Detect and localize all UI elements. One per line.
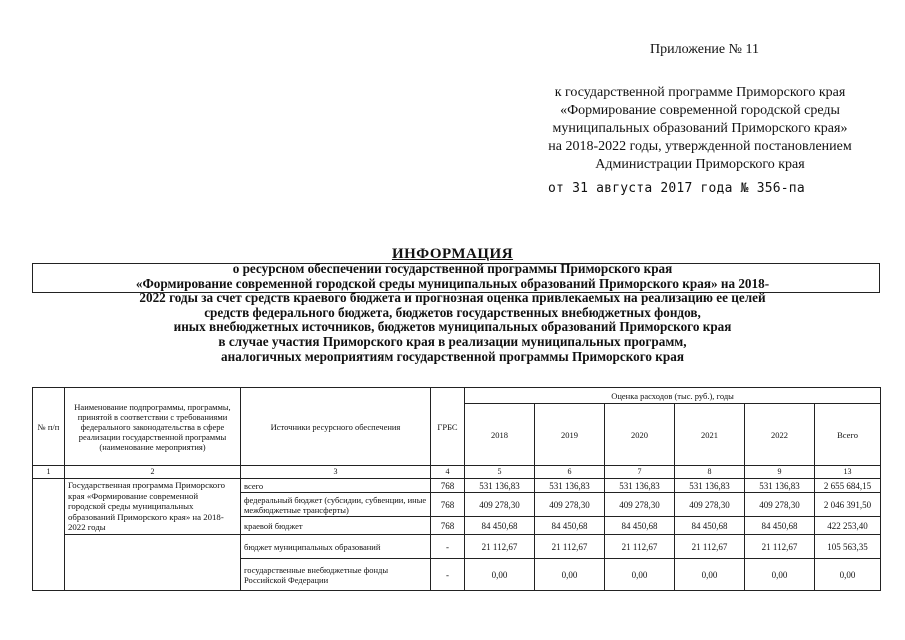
column-number: 9	[745, 466, 815, 479]
table-row	[33, 479, 881, 493]
appendix-line: «Формирование современной городской среды	[560, 103, 840, 118]
column-number: 6	[535, 466, 605, 479]
program-name-cell	[65, 535, 241, 591]
value-cell: 0,00	[465, 559, 535, 591]
header-year: 2020	[605, 404, 675, 466]
value-cell: 531 136,83	[465, 479, 535, 493]
value-cell: 21 112,67	[465, 535, 535, 559]
resource-table	[32, 387, 881, 591]
grbs-cell: 768	[431, 479, 465, 493]
header-year: 2022	[745, 404, 815, 466]
value-cell: 84 450,68	[535, 517, 605, 535]
header-num: № п/п	[33, 388, 65, 466]
column-number: 1	[33, 466, 65, 479]
appendix-description	[500, 84, 900, 174]
decree-reference: от 31 августа 2017 года № 356-па	[548, 181, 805, 196]
value-cell: 531 136,83	[745, 479, 815, 493]
header-year: 2019	[535, 404, 605, 466]
total-cell: 0,00	[815, 559, 881, 591]
source-cell: всего	[241, 479, 431, 493]
appendix-line: муниципальных образований Приморского края»	[552, 121, 848, 136]
subtitle-line: в случае участия Приморского края в реализации муниципальных программ,	[218, 333, 687, 349]
value-cell: 0,00	[675, 559, 745, 591]
appendix-line: Администрации Приморского края	[595, 157, 805, 172]
document-subtitle	[20, 262, 885, 364]
total-cell: 2 046 391,50	[815, 493, 881, 517]
column-number-row	[33, 466, 881, 479]
subtitle-line: иных внебюджетных источников, бюджетов муниципальных образований Приморского края	[173, 319, 732, 335]
source-cell: государственные внебюджетные фонды Российской Федерации	[241, 559, 431, 591]
subtitle-line: «Формирование современной городской среды муниципальных образований Приморского края» на 2018-	[135, 275, 770, 291]
column-number: 3	[241, 466, 431, 479]
appendix-title: Приложение № 11	[650, 42, 759, 57]
value-cell: 409 278,30	[465, 493, 535, 517]
column-number: 4	[431, 466, 465, 479]
value-cell: 409 278,30	[675, 493, 745, 517]
column-number: 7	[605, 466, 675, 479]
value-cell: 84 450,68	[605, 517, 675, 535]
header-grbs: ГРБС	[431, 388, 465, 466]
value-cell: 21 112,67	[745, 535, 815, 559]
value-cell: 0,00	[605, 559, 675, 591]
value-cell: 84 450,68	[745, 517, 815, 535]
total-cell: 2 655 684,15	[815, 479, 881, 493]
appendix-line: к государственной программе Приморского края	[554, 85, 846, 100]
grbs-cell: 768	[431, 493, 465, 517]
subtitle-line: средств федерального бюджета, бюджетов государственных внебюджетных фондов,	[204, 304, 701, 320]
source-cell: федеральный бюджет (субсидии, субвенции, иные межбюджетные трансферты)	[241, 493, 431, 517]
appendix-line: на 2018-2022 годы, утвержденной постановлением	[548, 139, 852, 154]
column-number: 13	[815, 466, 881, 479]
table-row	[33, 535, 881, 559]
value-cell: 84 450,68	[465, 517, 535, 535]
value-cell: 21 112,67	[675, 535, 745, 559]
total-cell: 105 563,35	[815, 535, 881, 559]
column-number: 5	[465, 466, 535, 479]
total-cell: 422 253,40	[815, 517, 881, 535]
grbs-cell: -	[431, 559, 465, 591]
header-year: 2018	[465, 404, 535, 466]
subtitle-line: аналогичных мероприятиям государственной программы Приморского края	[221, 348, 684, 364]
header-source: Источники ресурсного обеспечения	[241, 388, 431, 466]
header-year: 2021	[675, 404, 745, 466]
source-cell: краевой бюджет	[241, 517, 431, 535]
subtitle-line: о ресурсном обеспечении государственной программы Приморского края	[232, 261, 673, 276]
document-heading: ИНФОРМАЦИЯ	[391, 246, 514, 262]
header-program-name: Наименование подпрограммы, программы, принятой в соответствии с требованиями федерального законодательства в сфере реализации государственной программы (наименование мероприятия)	[65, 388, 241, 466]
column-number: 2	[65, 466, 241, 479]
value-cell: 21 112,67	[605, 535, 675, 559]
value-cell: 531 136,83	[675, 479, 745, 493]
header-total: Всего	[815, 404, 881, 466]
value-cell: 531 136,83	[605, 479, 675, 493]
subtitle-line: 2022 годы за счет средств краевого бюджета и прогнозная оценка привлекаемых на реализацию ее целей	[139, 290, 766, 306]
value-cell: 0,00	[535, 559, 605, 591]
value-cell: 84 450,68	[675, 517, 745, 535]
grbs-cell: -	[431, 535, 465, 559]
value-cell: 409 278,30	[535, 493, 605, 517]
source-cell: бюджет муниципальных образований	[241, 535, 431, 559]
value-cell: 409 278,30	[745, 493, 815, 517]
value-cell: 531 136,83	[535, 479, 605, 493]
column-number: 8	[675, 466, 745, 479]
grbs-cell: 768	[431, 517, 465, 535]
value-cell: 0,00	[745, 559, 815, 591]
value-cell: 409 278,30	[605, 493, 675, 517]
header-estimate: Оценка расходов (тыс. руб.), годы	[465, 388, 881, 404]
value-cell: 21 112,67	[535, 535, 605, 559]
row-number-cell	[33, 479, 65, 591]
program-name-cell: Государственная программа Приморского края «Формирование современной городской среды муниципальных образований Приморского края» на 2018-2022 годы	[65, 479, 241, 535]
